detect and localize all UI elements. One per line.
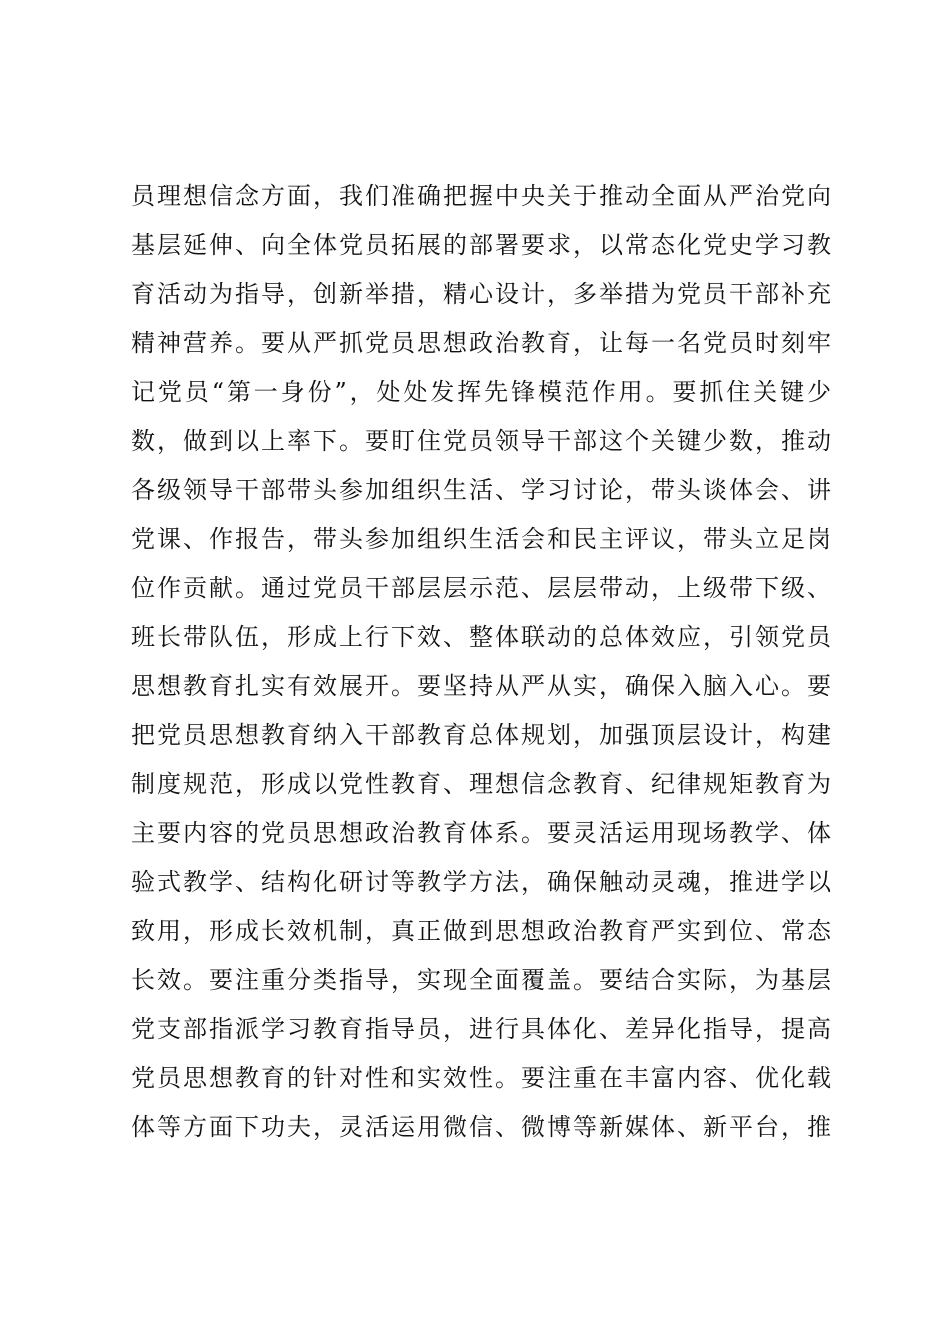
text-line: 思想教育扎实有效展开。要坚持从严从实，确保入脑入心。要 [131, 672, 831, 700]
text-line: 记党员“第一身份”，处处发挥先锋模范作用。要抓住关键少 [131, 378, 831, 406]
text-line: 体等方面下功夫，灵活运用微信、微博等新媒体、新平台，推 [131, 1113, 831, 1141]
text-line: 把党员思想教育纳入干部教育总体规划，加强顶层设计，构建 [131, 721, 831, 749]
text-line: 党课、作报告，带头参加组织生活会和民主评议，带头立足岗 [131, 525, 831, 553]
text-line: 育活动为指导，创新举措，精心设计，多举措为党员干部补充 [131, 280, 831, 308]
text-line: 验式教学、结构化研讨等教学方法，确保触动灵魂，推进学以 [131, 868, 831, 896]
text-line: 党支部指派学习教育指导员，进行具体化、差异化指导，提高 [131, 1015, 831, 1043]
text-line: 主要内容的党员思想政治教育体系。要灵活运用现场教学、体 [131, 819, 831, 847]
body-text [131, 172, 831, 1152]
text-line: 班长带队伍，形成上行下效、整体联动的总体效应，引领党员 [131, 623, 831, 651]
text-line: 数，做到以上率下。要盯住党员领导干部这个关键少数，推动 [131, 427, 831, 455]
text-line: 长效。要注重分类指导，实现全面覆盖。要结合实际，为基层 [131, 966, 831, 994]
text-line: 位作贡献。通过党员干部层层示范、层层带动，上级带下级、 [131, 574, 831, 602]
text-line: 致用，形成长效机制，真正做到思想政治教育严实到位、常态 [131, 917, 831, 945]
text-line: 党员思想教育的针对性和实效性。要注重在丰富内容、优化载 [131, 1064, 831, 1092]
text-line: 各级领导干部带头参加组织生活、学习讨论，带头谈体会、讲 [131, 476, 831, 504]
text-line: 制度规范，形成以党性教育、理想信念教育、纪律规矩教育为 [131, 770, 831, 798]
text-line: 精神营养。要从严抓党员思想政治教育，让每一名党员时刻牢 [131, 329, 831, 357]
text-line: 员理想信念方面，我们准确把握中央关于推动全面从严治党向 [131, 182, 831, 210]
text-line: 基层延伸、向全体党员拓展的部署要求，以常态化党史学习教 [131, 231, 831, 259]
